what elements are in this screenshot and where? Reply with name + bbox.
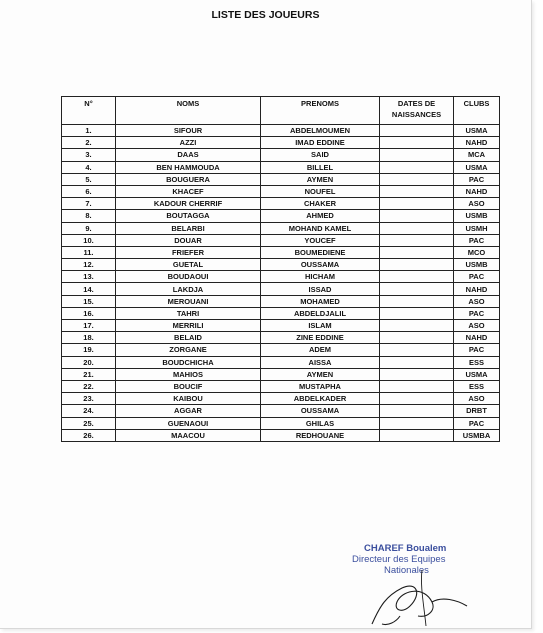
players-table-body: [62, 125, 500, 442]
player-number: 24.: [62, 405, 116, 417]
player-birthdate: [380, 161, 454, 173]
player-lastname: FRIEFER: [116, 246, 261, 258]
player-club: USMH: [454, 222, 500, 234]
table-row: [62, 259, 500, 271]
player-number: 23.: [62, 393, 116, 405]
player-lastname: BOUCIF: [116, 380, 261, 392]
header-birthdates: DATES DE NAISSANCES: [380, 97, 454, 125]
player-birthdate: [380, 246, 454, 258]
header-number: N°: [62, 97, 116, 125]
player-club: DRBT: [454, 405, 500, 417]
table-row: [62, 137, 500, 149]
player-club: USMBA: [454, 429, 500, 441]
table-row: [62, 198, 500, 210]
player-club: USMB: [454, 210, 500, 222]
player-club: USMA: [454, 161, 500, 173]
header-firstnames: PRENOMS: [261, 97, 380, 125]
player-club: MCO: [454, 246, 500, 258]
player-number: 5.: [62, 173, 116, 185]
player-birthdate: [380, 332, 454, 344]
table-row: [62, 185, 500, 197]
player-birthdate: [380, 283, 454, 295]
player-club: PAC: [454, 417, 500, 429]
player-number: 21.: [62, 368, 116, 380]
player-lastname: KADOUR CHERRIF: [116, 198, 261, 210]
player-birthdate: [380, 368, 454, 380]
player-lastname: MAHIOS: [116, 368, 261, 380]
player-firstname: ADEM: [261, 344, 380, 356]
player-lastname: GUETAL: [116, 259, 261, 271]
player-lastname: MERRILI: [116, 320, 261, 332]
player-firstname: ABDELKADER: [261, 393, 380, 405]
table-row: [62, 161, 500, 173]
player-firstname: OUSSAMA: [261, 405, 380, 417]
player-birthdate: [380, 234, 454, 246]
player-birthdate: [380, 210, 454, 222]
player-birthdate: [380, 405, 454, 417]
table-row: [62, 344, 500, 356]
player-birthdate: [380, 198, 454, 210]
player-lastname: MAACOU: [116, 429, 261, 441]
player-club: ASO: [454, 320, 500, 332]
player-club: PAC: [454, 344, 500, 356]
player-firstname: REDHOUANE: [261, 429, 380, 441]
stamp-role-line2: Nationales: [384, 565, 429, 576]
table-row: [62, 405, 500, 417]
player-birthdate: [380, 173, 454, 185]
table-row: [62, 149, 500, 161]
player-lastname: BOUGUERA: [116, 173, 261, 185]
signature-icon: [362, 566, 482, 628]
player-birthdate: [380, 307, 454, 319]
player-birthdate: [380, 185, 454, 197]
player-firstname: OUSSAMA: [261, 259, 380, 271]
table-row: [62, 393, 500, 405]
player-number: 2.: [62, 137, 116, 149]
player-number: 26.: [62, 429, 116, 441]
player-firstname: YOUCEF: [261, 234, 380, 246]
table-row: [62, 283, 500, 295]
player-club: ESS: [454, 380, 500, 392]
document-title: LISTE DES JOUEURS: [211, 9, 320, 21]
player-lastname: TAHRI: [116, 307, 261, 319]
table-row: [62, 429, 500, 441]
player-birthdate: [380, 344, 454, 356]
player-number: 11.: [62, 246, 116, 258]
player-lastname: BELARBI: [116, 222, 261, 234]
player-lastname: BELAID: [116, 332, 261, 344]
player-club: PAC: [454, 271, 500, 283]
player-firstname: CHAKER: [261, 198, 380, 210]
player-firstname: ISLAM: [261, 320, 380, 332]
player-firstname: AYMEN: [261, 173, 380, 185]
player-lastname: DAAS: [116, 149, 261, 161]
player-birthdate: [380, 429, 454, 441]
player-number: 7.: [62, 198, 116, 210]
player-firstname: BOUMEDIENE: [261, 246, 380, 258]
table-row: [62, 210, 500, 222]
player-lastname: KAIBOU: [116, 393, 261, 405]
player-firstname: AISSA: [261, 356, 380, 368]
player-lastname: KHACEF: [116, 185, 261, 197]
player-number: 10.: [62, 234, 116, 246]
player-number: 25.: [62, 417, 116, 429]
player-lastname: MEROUANI: [116, 295, 261, 307]
player-club: PAC: [454, 173, 500, 185]
player-firstname: ISSAD: [261, 283, 380, 295]
table-row: [62, 356, 500, 368]
player-number: 19.: [62, 344, 116, 356]
player-club: PAC: [454, 234, 500, 246]
player-birthdate: [380, 417, 454, 429]
player-firstname: MUSTAPHA: [261, 380, 380, 392]
player-club: USMB: [454, 259, 500, 271]
table-header-row: [62, 97, 500, 125]
player-number: 22.: [62, 380, 116, 392]
player-club: NAHD: [454, 283, 500, 295]
player-club: MCA: [454, 149, 500, 161]
player-lastname: BOUDCHICHA: [116, 356, 261, 368]
player-firstname: ABDELMOUMEN: [261, 125, 380, 137]
player-number: 15.: [62, 295, 116, 307]
table-row: [62, 222, 500, 234]
player-club: ASO: [454, 198, 500, 210]
player-lastname: AGGAR: [116, 405, 261, 417]
header-clubs: CLUBS: [454, 97, 500, 125]
table-row: [62, 307, 500, 319]
player-number: 18.: [62, 332, 116, 344]
player-lastname: LAKDJA: [116, 283, 261, 295]
table-row: [62, 332, 500, 344]
table-row: [62, 320, 500, 332]
player-club: ASO: [454, 393, 500, 405]
table-row: [62, 417, 500, 429]
player-number: 3.: [62, 149, 116, 161]
player-number: 8.: [62, 210, 116, 222]
player-firstname: ZINE EDDINE: [261, 332, 380, 344]
player-birthdate: [380, 393, 454, 405]
player-number: 17.: [62, 320, 116, 332]
player-birthdate: [380, 271, 454, 283]
table-row: [62, 125, 500, 137]
player-club: ESS: [454, 356, 500, 368]
player-number: 16.: [62, 307, 116, 319]
table-row: [62, 234, 500, 246]
player-club: NAHD: [454, 332, 500, 344]
player-firstname: HICHAM: [261, 271, 380, 283]
player-firstname: IMAD EDDINE: [261, 137, 380, 149]
player-firstname: SAID: [261, 149, 380, 161]
player-lastname: AZZI: [116, 137, 261, 149]
player-lastname: ZORGANE: [116, 344, 261, 356]
player-number: 1.: [62, 125, 116, 137]
table-row: [62, 173, 500, 185]
table-row: [62, 368, 500, 380]
player-birthdate: [380, 356, 454, 368]
player-birthdate: [380, 380, 454, 392]
player-club: USMA: [454, 125, 500, 137]
player-number: 4.: [62, 161, 116, 173]
player-lastname: BOUTAGGA: [116, 210, 261, 222]
table-row: [62, 246, 500, 258]
player-club: ASO: [454, 295, 500, 307]
player-firstname: MOHAMED: [261, 295, 380, 307]
player-firstname: BILLEL: [261, 161, 380, 173]
player-firstname: MOHAND KAMEL: [261, 222, 380, 234]
player-club: NAHD: [454, 137, 500, 149]
player-firstname: ABDELDJALIL: [261, 307, 380, 319]
player-club: NAHD: [454, 185, 500, 197]
player-firstname: NOUFEL: [261, 185, 380, 197]
player-firstname: AHMED: [261, 210, 380, 222]
table-row: [62, 380, 500, 392]
player-number: 6.: [62, 185, 116, 197]
player-club: PAC: [454, 307, 500, 319]
player-firstname: GHILAS: [261, 417, 380, 429]
player-birthdate: [380, 137, 454, 149]
player-number: 20.: [62, 356, 116, 368]
player-number: 14.: [62, 283, 116, 295]
player-lastname: DOUAR: [116, 234, 261, 246]
stamp-name: CHAREF Boualem: [364, 543, 447, 554]
player-number: 12.: [62, 259, 116, 271]
player-lastname: BEN HAMMOUDA: [116, 161, 261, 173]
player-birthdate: [380, 149, 454, 161]
header-names: NOMS: [116, 97, 261, 125]
table-row: [62, 295, 500, 307]
player-birthdate: [380, 320, 454, 332]
player-birthdate: [380, 222, 454, 234]
stamp-role-line1: Directeur des Equipes: [352, 554, 446, 565]
player-number: 13.: [62, 271, 116, 283]
players-table: [61, 96, 500, 442]
player-number: 9.: [62, 222, 116, 234]
player-birthdate: [380, 125, 454, 137]
player-birthdate: [380, 295, 454, 307]
player-birthdate: [380, 259, 454, 271]
player-lastname: SIFOUR: [116, 125, 261, 137]
player-club: USMA: [454, 368, 500, 380]
table-row: [62, 271, 500, 283]
player-lastname: GUENAOUI: [116, 417, 261, 429]
player-firstname: AYMEN: [261, 368, 380, 380]
player-lastname: BOUDAOUI: [116, 271, 261, 283]
